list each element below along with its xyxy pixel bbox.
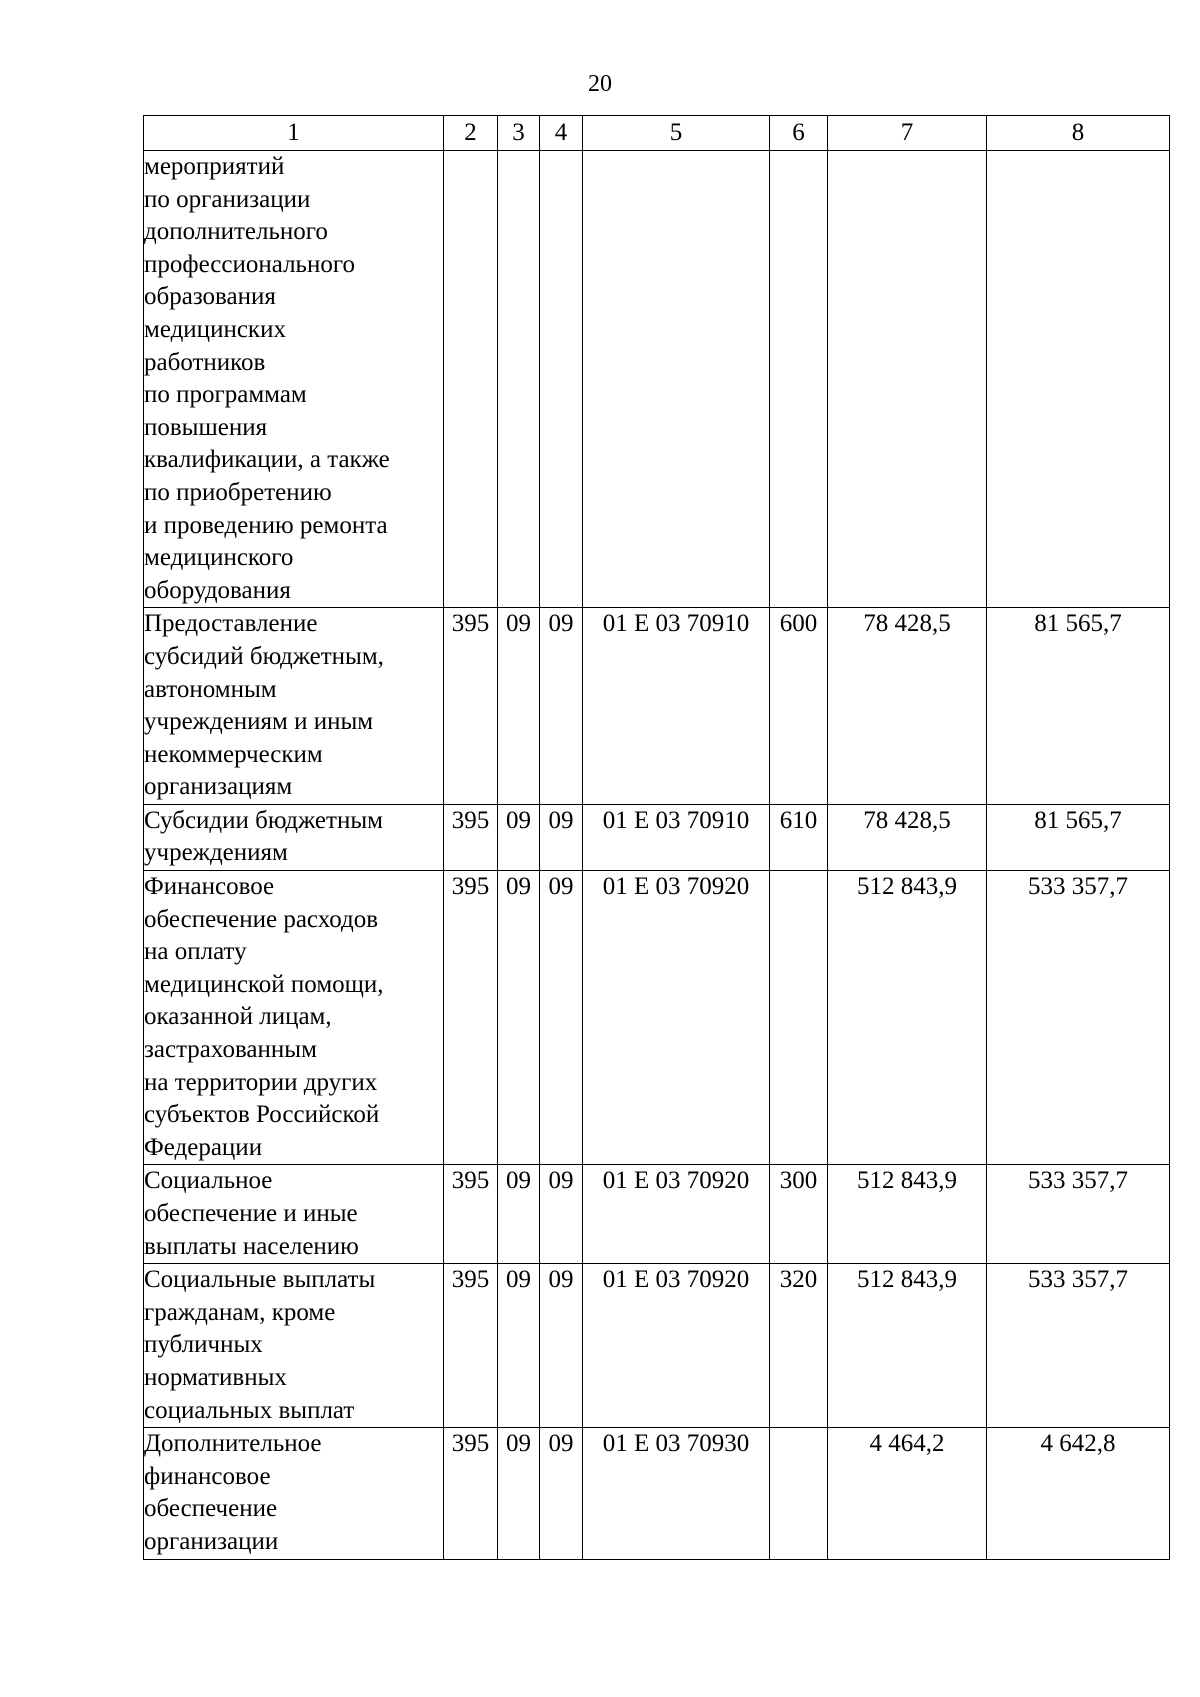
cell-col-8: 533 357,7 [987,1165,1170,1264]
cell-col-2: 395 [444,871,498,1165]
cell-col-2: 395 [444,1264,498,1428]
cell-col-5: 01 Е 03 70920 [583,1165,770,1264]
cell-col-7: 512 843,9 [828,1264,987,1428]
header-col-2: 2 [444,116,498,151]
table-row [144,1264,1170,1428]
cell-col-6 [770,871,828,1165]
row-name: Дополнительное финансовое обеспечение организации [144,1428,444,1559]
cell-col-6 [770,1428,828,1559]
cell-col-5: 01 Е 03 70910 [583,608,770,805]
header-col-7: 7 [828,116,987,151]
header-col-6: 6 [770,116,828,151]
header-col-8: 8 [987,116,1170,151]
cell-col-4: 09 [540,1428,583,1559]
cell-col-7: 512 843,9 [828,871,987,1165]
cell-col-8: 533 357,7 [987,1264,1170,1428]
cell-col-5 [583,151,770,608]
table-row [144,804,1170,870]
table-row [144,1428,1170,1559]
table-body [144,151,1170,1560]
cell-col-3: 09 [498,1165,540,1264]
cell-col-8: 81 565,7 [987,608,1170,805]
cell-col-5: 01 Е 03 70920 [583,871,770,1165]
cell-col-4: 09 [540,1165,583,1264]
cell-col-4: 09 [540,608,583,805]
cell-col-3: 09 [498,608,540,805]
budget-table [143,115,1170,1560]
header-col-3: 3 [498,116,540,151]
cell-col-7: 78 428,5 [828,804,987,870]
cell-col-8: 533 357,7 [987,871,1170,1165]
cell-col-6: 600 [770,608,828,805]
cell-col-3: 09 [498,1264,540,1428]
row-name: Социальное обеспечение и иные выплаты населению [144,1165,444,1264]
page-number: 20 [588,71,612,97]
cell-col-5: 01 Е 03 70930 [583,1428,770,1559]
cell-col-4 [540,151,583,608]
cell-col-5: 01 Е 03 70910 [583,804,770,870]
table-row [144,1165,1170,1264]
cell-col-8: 81 565,7 [987,804,1170,870]
cell-col-2: 395 [444,608,498,805]
cell-col-2: 395 [444,1165,498,1264]
cell-col-7 [828,151,987,608]
cell-col-2: 395 [444,804,498,870]
cell-col-2 [444,151,498,608]
cell-col-7: 4 464,2 [828,1428,987,1559]
cell-col-2: 395 [444,1428,498,1559]
row-name: мероприятий по организации дополнительного профессионального образования медицинских работников по программам повышения квалификации, а также по приобретению и проведению ремонта медицинского оборудования [144,151,444,608]
cell-col-6: 610 [770,804,828,870]
header-row [144,116,1170,151]
cell-col-4: 09 [540,871,583,1165]
header-col-5: 5 [583,116,770,151]
table-row [144,608,1170,805]
cell-col-6: 320 [770,1264,828,1428]
cell-col-8 [987,151,1170,608]
cell-col-4: 09 [540,804,583,870]
cell-col-4: 09 [540,1264,583,1428]
cell-col-7: 512 843,9 [828,1165,987,1264]
cell-col-3: 09 [498,1428,540,1559]
cell-col-3 [498,151,540,608]
table-row [144,151,1170,608]
table-row [144,871,1170,1165]
cell-col-8: 4 642,8 [987,1428,1170,1559]
cell-col-3: 09 [498,871,540,1165]
row-name: Субсидии бюджетным учреждениям [144,804,444,870]
header-col-4: 4 [540,116,583,151]
header-col-1: 1 [144,116,444,151]
cell-col-6: 300 [770,1165,828,1264]
row-name: Финансовое обеспечение расходов на оплату медицинской помощи, оказанной лицам, застрахованным на территории других субъектов Российской Федерации [144,871,444,1165]
cell-col-3: 09 [498,804,540,870]
cell-col-6 [770,151,828,608]
cell-col-5: 01 Е 03 70920 [583,1264,770,1428]
row-name: Предоставление субсидий бюджетным, автономным учреждениям и иным некоммерческим организациям [144,608,444,805]
table-header [144,116,1170,151]
cell-col-7: 78 428,5 [828,608,987,805]
row-name: Социальные выплаты гражданам, кроме публичных нормативных социальных выплат [144,1264,444,1428]
